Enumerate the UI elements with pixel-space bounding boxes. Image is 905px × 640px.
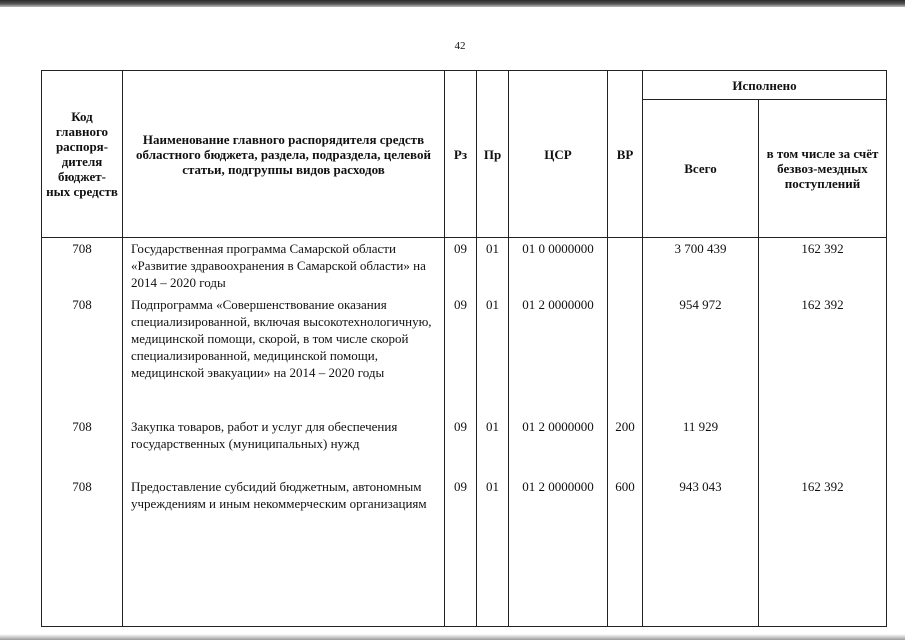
cell-code: 708 [42, 294, 123, 416]
table-row [42, 238, 887, 295]
cell-code: 708 [42, 476, 123, 627]
cell-csr: 01 2 0000000 [509, 416, 608, 476]
cell-code: 708 [42, 416, 123, 476]
cell-free [759, 416, 887, 476]
cell-rz: 09 [445, 238, 477, 295]
cell-vr: 200 [608, 416, 643, 476]
cell-free: 162 392 [759, 476, 887, 627]
cell-rz: 09 [445, 476, 477, 627]
cell-total: 3 700 439 [643, 238, 759, 295]
scan-edge-top [0, 0, 905, 7]
cell-pr: 01 [477, 294, 509, 416]
cell-total: 943 043 [643, 476, 759, 627]
cell-pr: 01 [477, 238, 509, 295]
header-rz: Рз [445, 71, 477, 238]
scan-edge-bottom [0, 634, 905, 640]
header-total: Всего [643, 100, 759, 238]
cell-name: Государственная программа Самарской области «Развитие здравоохранения в Самарской области» на 2014 – 2020 годы [123, 238, 445, 295]
cell-pr: 01 [477, 476, 509, 627]
header-code: Код главного распоря-дителя бюджет-ных средств [42, 71, 123, 238]
header-executed: Исполнено [643, 71, 887, 100]
table-row [42, 416, 887, 476]
header-name: Наименование главного распорядителя средств областного бюджета, раздела, подраздела, целевой статьи, подгруппы видов расходов [123, 71, 445, 238]
cell-name: Закупка товаров, работ и услуг для обеспечения государственных (муниципальных) нужд [123, 416, 445, 476]
cell-total: 11 929 [643, 416, 759, 476]
cell-free: 162 392 [759, 238, 887, 295]
cell-rz: 09 [445, 416, 477, 476]
cell-vr: 600 [608, 476, 643, 627]
budget-table [41, 70, 887, 627]
cell-name: Подпрограмма «Совершенствование оказания специализированной, включая высокотехнологичную, медицинской помощи, скорой, в том числе скорой специализированной, медицинской помощи, медицинской эвакуации» на 2014 – 2020 годы [123, 294, 445, 416]
cell-vr [608, 294, 643, 416]
cell-vr [608, 238, 643, 295]
cell-csr: 01 0 0000000 [509, 238, 608, 295]
cell-name: Предоставление субсидий бюджетным, автономным учреждениям и иным некоммерческим организациям [123, 476, 445, 627]
cell-csr: 01 2 0000000 [509, 294, 608, 416]
header-row-top [42, 71, 887, 100]
cell-total: 954 972 [643, 294, 759, 416]
header-pr: Пр [477, 71, 509, 238]
cell-free: 162 392 [759, 294, 887, 416]
cell-pr: 01 [477, 416, 509, 476]
cell-rz: 09 [445, 294, 477, 416]
page-number: 42 [454, 40, 466, 52]
table-row [42, 476, 887, 627]
cell-code: 708 [42, 238, 123, 295]
table-row [42, 294, 887, 416]
cell-csr: 01 2 0000000 [509, 476, 608, 627]
header-vr: ВР [608, 71, 643, 238]
header-csr: ЦСР [509, 71, 608, 238]
header-free: в том числе за счёт безвоз-мездных поступлений [759, 100, 887, 238]
